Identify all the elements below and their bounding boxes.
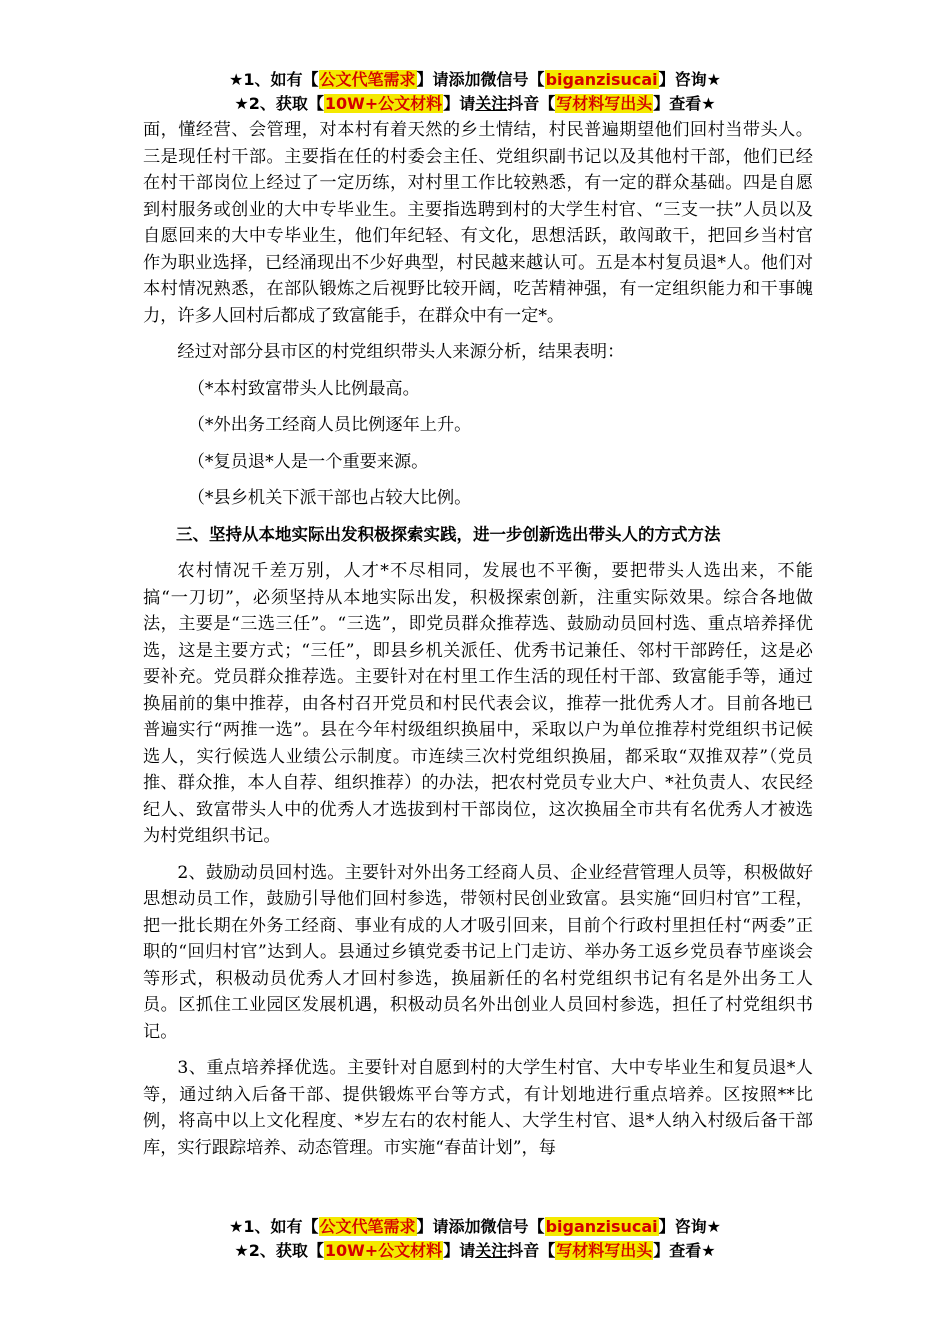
highlight-materials: 10W+公文材料 <box>324 94 443 113</box>
footer-banner <box>0 1215 950 1263</box>
header-banner <box>0 68 950 116</box>
footer-highlight-service: 公文代笔需求 <box>319 1217 416 1236</box>
list-item-3: （*复员退*人是一个重要来源。 <box>187 451 429 472</box>
list-item-2: （*外出务工经商人员比例逐年上升。 <box>187 415 472 435</box>
paragraph-3: 农村情况千差万别，人才*不尽相同，发展也不平衡，要把带头人选出来，不能搞“一刀切”，必须坚持从本地实际出发，积极探索创新，注重实际效果。综合各地做法，主要是“三选三任”。“三选”，即党员群众推荐选、鼓励动员回村选、重点培养择优选，这是主要方式；“三任”，即县乡机关派任、优秀书记兼任、邻村干部跨任，这是必要补充。党员群众推荐选。主要针对在村里工作生活的现任村干部、致富能手等，通过换届前的集中推荐，由各村召开党员和村民代表会议，推荐一批优秀人才。目前各地已普遍实行“两推一选”。县在今年村级组织换届中，采取以户为单位推荐村党组织书记候选人，实行候选人业绩公示制度。市连续三次村党组织换届，都采取“双推双荐”（党员推、群众推，本人自荐、组织推荐）的办法，把农村党员专业大户、*社负责人、农民经纪人、致富带头人中的优秀人才选拔到村干部岗位，这次换届全市共有名优秀人才被选为村党组织书记。 <box>143 561 813 846</box>
paragraph-5: 3、重点培养择优选。主要针对自愿到村的大学生村官、大中专毕业生和复员退*人等，通过纳入后备干部、提供锻炼平台等方式，有计划地进行重点培养。区按照**比例，将高中以上文化程度、*岁左右的农村能人、大学生村官、退*人纳入村级后备干部库，实行跟踪培养、动态管理。市实施“春苗计划”，每 <box>143 1058 813 1158</box>
paragraph-1: 面，懂经营、会管理，对本村有着天然的乡土情结，村民普遍期望他们回村当带头人。三是现任村干部。主要指在任的村委会主任、党组织副书记以及其他村干部，他们已经在村干部岗位上经过了一定历练，对村里工作比较熟悉，有一定的群众基础。四是自愿到村服务或创业的大中专毕业生。主要指选聘到村的大学生村官、“三支一扶”人员以及自愿回来的大中专毕业生，他们年纪轻、有文化，思想活跃，敢闯敢干，把回乡当村官作为职业选择，已经涌现出不少好典型，村民越来越认可。五是本村复员退*人。他们对本村情况熟悉，在部队锻炼之后视野比较开阔，吃苦精神强，有一定组织能力和干事魄力，许多人回村后都成了致富能手，在群众中有一定*。 <box>143 120 813 326</box>
paragraph-2: 经过对部分县市区的村党组织带头人来源分析，结果表明： <box>177 342 625 362</box>
emphasis-add: 添加 <box>448 70 481 89</box>
footer-line-2: ★2、获取【10W+公文材料】请关注抖音【写材料写出头】查看★ <box>234 1241 716 1260</box>
section-heading-3: 三、坚持从本地实际出发积极探索实践，进一步创新选出带头人的方式方法 <box>176 524 721 544</box>
banner-line-2: ★2、获取【10W+公文材料】请关注抖音【写材料写出头】查看★ <box>234 94 716 113</box>
banner-line-1: ★1、如有【公文代笔需求】请添加微信号【biganzisucai】咨询★ <box>229 70 721 89</box>
document-body <box>143 117 813 1171</box>
footer-line-1: ★1、如有【公文代笔需求】请添加微信号【biganzisucai】咨询★ <box>229 1217 721 1236</box>
emphasis-follow: 关注 <box>475 94 508 113</box>
list-item-1: （*本村致富带头人比例最高。 <box>187 378 420 399</box>
footer-emphasis-follow: 关注 <box>475 1241 508 1260</box>
highlight-service: 公文代笔需求 <box>319 70 416 89</box>
footer-highlight-materials: 10W+公文材料 <box>324 1241 443 1260</box>
footer-highlight-douyin-id: 写材料写出头 <box>556 1241 653 1260</box>
highlight-wechat-id: biganzisucai <box>545 70 658 89</box>
footer-emphasis-add: 添加 <box>448 1217 481 1236</box>
list-item-4: （*县乡机关下派干部也占较大比例。 <box>187 488 472 508</box>
footer-highlight-wechat-id: biganzisucai <box>545 1217 658 1236</box>
paragraph-4: 2、鼓励动员回村选。主要针对外出务工经商人员、企业经营管理人员等，积极做好思想动员工作，鼓励引导他们回村参选，带领村民创业致富。县实施“回归村官”工程，把一批长期在外务工经商、事业有成的人才吸引回来，目前个行政村里担任村“两委”正职的“回归村官”达到人。县通过乡镇党委书记上门走访、举办务工返乡党员春节座谈会等形式，积极动员优秀人才回村参选，换届新任的名村党组织书记有名是外出务工人员。区抓住工业园区发展机遇，积极动员名外出创业人员回村参选，担任了村党组织书记。 <box>143 862 813 1042</box>
highlight-douyin-id: 写材料写出头 <box>556 94 653 113</box>
